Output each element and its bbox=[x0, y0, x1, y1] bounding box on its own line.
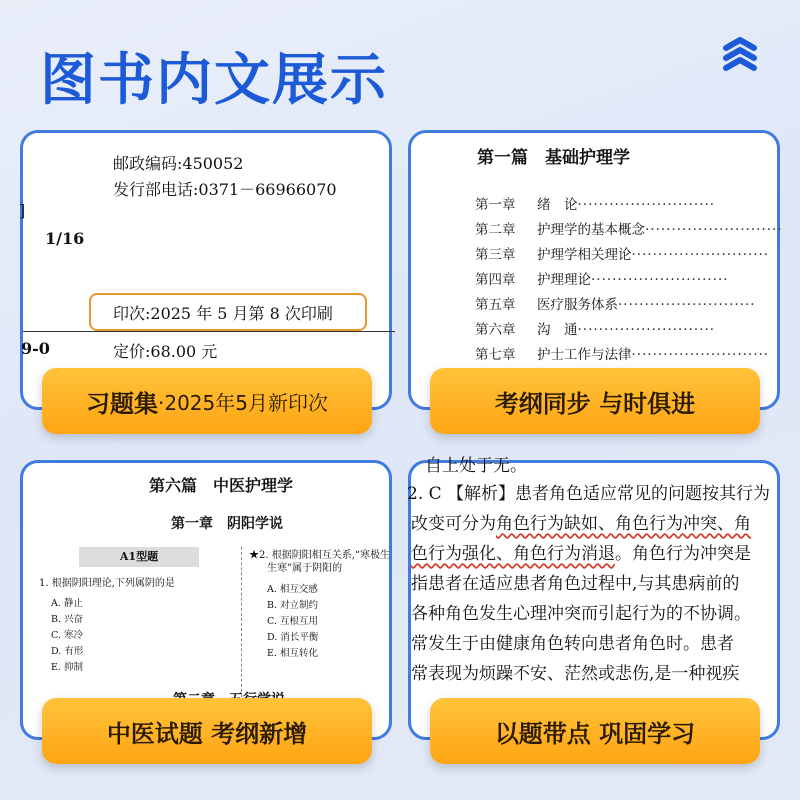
explanation-line: 指患者在适应患者角色过程中,与其患病前的 bbox=[411, 574, 740, 594]
edge-fragment: ] bbox=[19, 201, 26, 220]
explanation-line: 各种角色发生心理冲突而引起行为的不协调。 bbox=[411, 604, 751, 624]
question-type-tag: A1型题 bbox=[79, 547, 199, 567]
top-fragment: 自上处于无。 bbox=[425, 456, 527, 476]
explanation-line: 常发生于由健康角色转向患者角色时。患者 bbox=[411, 634, 734, 654]
question-2-option: E. 相互转化 bbox=[267, 648, 318, 659]
chevron-stack-icon bbox=[720, 36, 760, 72]
page-heading: 图书内文展示 bbox=[40, 48, 388, 113]
toc-row: 第二章 护理学的基本概念·························· bbox=[475, 222, 783, 238]
toc-part-title: 第一篇 基础护理学 bbox=[477, 148, 630, 168]
toc-row: 第一章 绪 论·························· bbox=[475, 197, 716, 213]
toc-row: 第七章 护士工作与法律·························· bbox=[475, 347, 770, 363]
question-1-option: C. 寒冷 bbox=[51, 630, 83, 641]
question-1: 1. 根据阴阳理论,下列属阴的是 bbox=[39, 578, 175, 589]
edition-badge-normal: ·2025年5月新印次 bbox=[158, 390, 328, 415]
tcm-part-title: 第六篇 中医护理学 bbox=[149, 476, 294, 495]
format-text: 1/16 bbox=[45, 229, 85, 248]
tcm-questions-badge: 中医试题 考纲新增 bbox=[42, 698, 372, 764]
yin-yang-chapter-title: 第一章 阴阳学说 bbox=[171, 516, 283, 532]
question-1-option: A. 静止 bbox=[51, 598, 83, 609]
question-2-option: B. 对立制约 bbox=[267, 600, 319, 611]
question-2-option: D. 消长平衡 bbox=[267, 632, 319, 643]
question-2-line2: 生寒”属于阴阳的 bbox=[267, 563, 343, 574]
explanation-line: 色行为强化、角色行为消退。角色行为冲突是 bbox=[411, 544, 751, 564]
divider-rule bbox=[23, 331, 395, 332]
syllabus-sync-badge: 考纲同步 与时俱进 bbox=[430, 368, 760, 434]
edition-badge bbox=[42, 368, 372, 434]
question-2-option: C. 互根互用 bbox=[267, 616, 318, 627]
column-divider bbox=[241, 547, 242, 697]
explanation-line: 改变可分为角色行为缺如、角色行为冲突、角 bbox=[411, 514, 751, 534]
edition-badge-bold: 习题集 bbox=[86, 389, 158, 418]
isbn-fragment: 9-0 bbox=[21, 339, 50, 358]
explanation-line: 常表现为烦躁不安、茫然或悲伤,是一种视疾 bbox=[411, 664, 740, 684]
toc-row: 第五章 医疗服务体系·························· bbox=[475, 297, 756, 313]
price-line: 定价:68.00 元 bbox=[113, 342, 218, 361]
postcode-line: 邮政编码:450052 bbox=[113, 154, 244, 173]
question-1-option: E. 抑制 bbox=[51, 662, 83, 673]
question-1-option: D. 有形 bbox=[51, 646, 84, 657]
toc-row: 第六章 沟 通·························· bbox=[475, 322, 716, 338]
learning-badge: 以题带点 巩固学习 bbox=[430, 698, 760, 764]
question-2-option: A. 相互交感 bbox=[267, 584, 318, 595]
phone-line: 发行部电话:0371－66966070 bbox=[113, 180, 337, 199]
printing-line: 印次:2025 年 5 月第 8 次印刷 bbox=[113, 304, 333, 323]
question-2-line1: ★2. 根据阴阳相互关系,“寒极生 bbox=[249, 550, 391, 561]
toc-row: 第四章 护理理论·························· bbox=[475, 272, 729, 288]
toc-row: 第三章 护理学相关理论·························· bbox=[475, 247, 770, 263]
answer-line: 2. C 【解析】患者角色适应常见的问题按其行为 bbox=[407, 484, 771, 504]
question-1-option: B. 兴奋 bbox=[51, 614, 84, 625]
